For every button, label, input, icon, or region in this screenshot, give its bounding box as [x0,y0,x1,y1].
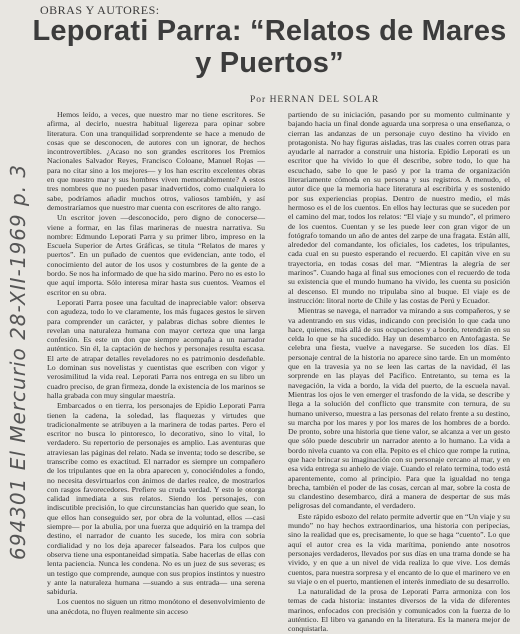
article-column-left [47,110,266,616]
paragraph: Un escritor joven —desconocido, pero digno de conocerse— viene a formar, en las filas marineras de nuestra narrativa. Su nombre: Edmundo Leporati Parra y su primer libro, impreso en la Escuela Superior de Artes Gráficas, se titula “Relatos de mares y puertos”. En un puñado de cuentos que evidencian, ante todo, el conocimiento del autor de los usos y costumbres de la gente de a bordo. Se nos ha informado de que ha sido marino. Pero no es esto lo que aquí importa. Sólo interesa mirar hasta sus cuentos. Veamos el escritor en su obra. [47,213,265,297]
article-column-right [288,110,510,634]
paragraph: La naturalidad de la prosa de Leporati Parra armoniza con los temas de cada historia: instantes diversos de la vida de diferentes marinos, enfocados con precisión y comunicados con la fuerza de lo auténtico. El libro va ganando en la literatura. Es la manera mejor de conquistarla. [288,587,510,634]
title-line-2: y Puertos” [195,47,344,79]
paragraph: Mientras se navega, el narrador va mirando a sus compañeros, y se va adentrando en sus vidas, indicando con precisión lo que cada uno hace, quienes, más allá de sus ocupaciones y a bordo, retendrán en su celda lo que se ha sucedido. Hay un desembarco en Antofagasta. Se celebra una fiesta, vuelve a navegarse. Se suceden los días. El personaje central de la historia no aparece sino tarde. En un moménto que en la travesia ya no se leen las cartas de la navidad, él las sorprende en las playas del Pacífico. Entretanto, su tema es la navegación, la vida a bordo, la vida del puerto, de la escuela naval. Mientras los ojos le ven emerger el trasfondo de la vida, se describe y llega a la solución del conflicto que transmite con ternura, de su humano universo, muestra a las personas del relato frente a su destino, su marcha por los mares y por los mares de los hombres de a bordo. De pronto, sobre una historia que tiene valor, se alcanza a ver un gesto que sólo puede descubrir un narrador atento a lo humano. La vida a bordo nivela cuanto va con ella. Pepito es el chico que rompe la rutina, que hace brincar su imaginación con su personaje cercano al mar, y en esa vida entrega su anhelo de viaje. Cuando el relato termina, todo está aparentemente, como al principio. Para que la igualdad no tenga brecha, también el poder de las cosas, cercan al mar, sobre la costa de su clandestino desembarco, dirá a manera de despertar de sus más peligrosas del comandante, el verdadero. [288,306,510,511]
paragraph: Este rápido esbozo del relato permite advertir que en “Un viaje y su mundo” no hay hechos extraordinarios, una historia con peripecias, sino la realidad que es, precisamente, lo que se haga “cuento”. Lo que aquí el autor crea es la vida marítima, poniendo ante nosotros personajes verdaderos, llevados por sus días en una trama donde se ha vivido, y en que a un nivel de vida realiza lo que vive. Los demás cuentos, para nuestra sorpresa y el encanto de lo que el marinero ve en su viaje o en el puerto, mantienen el interés inmediato de su desarrollo. [288,511,510,586]
paragraph: partiendo de su iniciación, pasando por su momento culminante y bajando hacia un final donde aguarda una sorpresa o una enseñanza, o cierran las andanzas de un personaje cuyo destino ha vivido en protagonista. No hay figuras aisladas, tras las cuales corren otras para ayudarle al narrador a construir una historia. Epidio Leporati es un escritor que ha vivido lo que él describe, sobre todo, lo que ha escuchado, sabe lo que le pasó y por la trama de organización literariamente cómoda en su persona y sus registros. A menudo, el autor dice que la memoria hace literatura al escribirla y es sostenido por sus experiencias propias. Dentro de nuestro medio, el más hermoso es el de los cuentos. En ellos hay lecturas que se suceden por el camino del mar, todos los relatos: “El viaje y su mundo”, el primero de los cuentos. Cuentan y se les puede leer con gran vigor de un fotógrafo tomando un año de antes del zarpe de una fragata. Están allí, alrededor del comandante, los oficiales, los cadetes, los tripulantes, cada cual en su puesto esperando el recuerdo. El capitán vive en su trayectoria, en todas cosas del mar. “Mientras la alegría de ser marinos”. Cuando haga al final sus emociones con el recuerdo de toda su existencia que el mundo humano ha vivido, les cuenta su posición al descenso. El mundo no tripulaba sino al buque. El viaje es de instrucción: litoral norte de Chile y las costas de Perú y Ecuador. [288,110,510,305]
section-heading: OBRAS Y AUTORES: [40,3,160,17]
paragraph: Los cuentos no siguen un ritmo monótono el desenvolvimiento de una anécdota, no fluyen realmente sin acceso [47,597,265,616]
paragraph: Embarcados o en tierra, los personajes de Epidio Leporati Parra tienen la cadena, la soledad, las flaquezas y virtudes que tradicionalmente se atribuyen a la marinera de todas partes. Pero el escritor no busca lo pintoresco, lo decorativo, sino lo vital, lo verdadero. Su repertorio de personajes es amplio. Las aventuras que atraviesan las páginas del relato. Nada se inventa; todo se describe, se transcribe como es exactitud. El narrador es siempre un compañero de los tripulantes que en la obra aparecen y, conociéndoles a fondo, no necesita desvirtuarlos con ánimos de darles realce, de mostrarlos con rasgos favorecedores. Prefiere su cruda verdad. Y esto le otorga calidad inmediata a sus relatos. Siendo los personajes, con indiscutible precisión, lo que circunstancias han querido que sean, lo que ellos han conseguido ser, por obra de la voluntad, ellos —casi siempre— por la abulia, por una fuerza que adquirió en la trampa del destino, el narrador de cuanto les sucede, los mira con sobria cordialidad y no los deja aparecer falseados. Para los culpos que observa tiene una espontaneidad simpatía. Sabe hacerlas de ellas con lenta paciencia. Nunca les condena. No es un juez de sus severas; es un testigo que comprende, aunque con sus propios instintos y nuestro y ante la naturaleza humana —suando a sus entrada— una serena sabiduría. [47,401,265,597]
title-line-1: Leporati Parra: “Relatos de Mares [32,15,507,47]
byline: Por HERNAN DEL SOLAR [250,95,380,105]
paragraph: Hemos leído, a veces, que nuestro mar no tiene escritores. Se afirma, al decirlo, nuestra habitual ligereza para opinar sobre literatura. Con una tranquilidad sorprendente se hace a menudo de cosas que se desconocen, de autores con un ignorar, de hechos incontrovertibles. ¿Acaso no son grandes escritores los Premios Nacionales Salvador Reyes, Francisco Coloane, Manuel Rojas —para no citar sino a los mejores— y los han escrito excelentes obras en que nuestro mar y sus hombres viven memorablemente? A estos tres nombres que no pueden pasar inadvertidos, como cualquiera lo sabe, podríamos añadir muchos otros, valiosos también, y así demostraríamos que nuestro mar cuenta con escritores de alto rango. [47,110,265,212]
handwritten-archive-note: 694301 El Mercurio 28-XII-1969 p. 3 [6,163,30,560]
paragraph: Leporati Parra posee una facultad de inapreciable valor: observa con agudeza, todo lo ve claramente, los más fugaces gestos le sirven para comprender un carácter, y palabras dichas sobre dientes le revelan una naturaleza humana con mayor certeza que una larga confesión. Es este un don que siempre acompaña a un narrador auténtico. Sin él, la captación de hechos y personajes resulta escasa. El arte de atrapar detalles reveladores no es patrimonio desdeñable. Lo dominan sus novelistas y cuentistas que escriben con vigor y verosimilitud la vida real. Leporati Parra nos entrega en su libro un cuadro preciso, de gran firmeza, donde la existencia de los marinos se halla grabada con muy singular maestría. [47,297,266,400]
article-title [22,15,517,79]
